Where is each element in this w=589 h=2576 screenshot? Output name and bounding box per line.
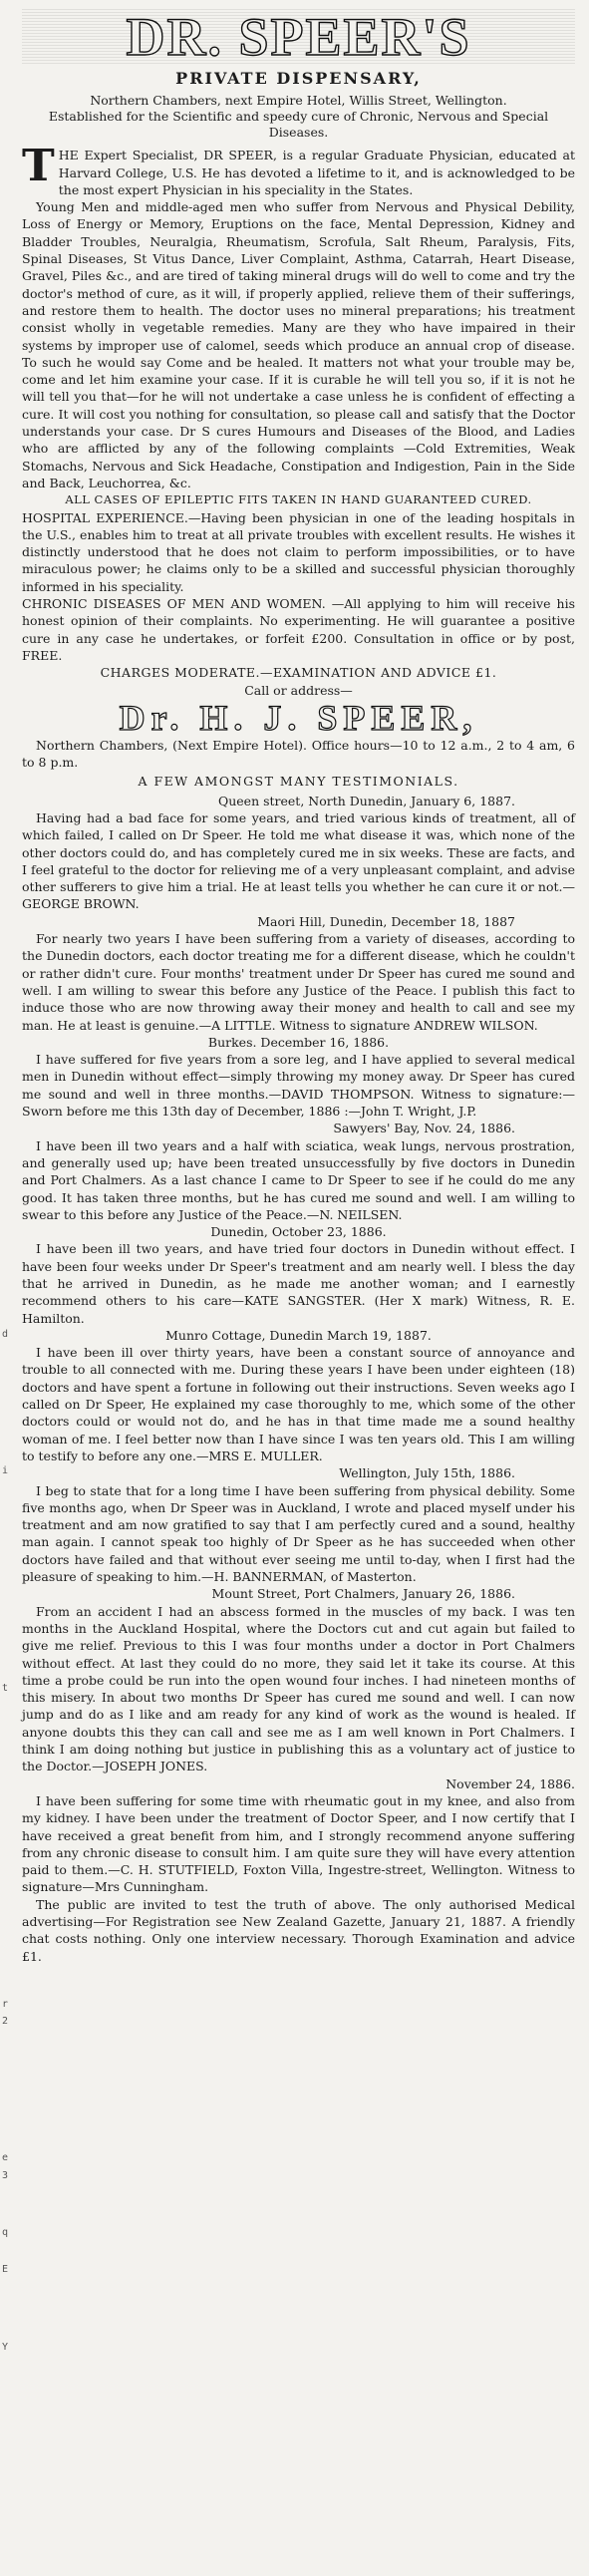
fits-guarantee: ALL CASES OF EPILEPTIC FITS TAKEN IN HAND GUARANTEED CURED. [65,492,532,507]
testimonial-text: For nearly two years I have been suffering from a variety of diseases, according to the Dunedin doctors, each doctor treating me for a different disease, which he couldn't or rather didn't cure. Four months' treatment under Dr Speer has cured me sound and well. I am willing to swear this before any Justice of the Peace. I publish this fact to induce those who are now throwing away their money and health to call and see my man. He at least is genuine.—A LITTLE. Witness to signature ANDREW WILSON. [22,931,575,1033]
testimonials-heading: A FEW AMONGST MANY TESTIMONIALS. [138,774,459,790]
testimonial-item [22,793,575,913]
testimonial-place: November 24, 1886. [445,1775,575,1791]
testimonial-text: From an accident I had an abscess formed in the muscles of my back. I was ten months in the Auckland Hospital, where the Doctors cut and cut again but failed to give me relief. Previous to this I was four months under a doctor in Port Chalmers without effect. At last they could do no more, they said let it take its course. At this time a probe could be run into the open wound four inches. I had nineteen months of this misery. In about two months Dr Speer has cured me sound and well. I can now jump and do as I like and am ready for any kind of work as the wound is healed. If anyone doubts this they can call and see me as I am well known in Port Chalmers. I think I am doing nothing but justice in publishing this as a voluntary act of justice to the Doctor.—JOSEPH JONES. [22,1603,575,1774]
testimonial-place: Burkes. December 16, 1886. [207,1034,390,1050]
closing-paragraph: The public are invited to test the truth of above. The only authorised Medical advertising—For Registration see New Zealand Gazette, January 21, 1887. A friendly chat costs nothing. Only one interview necessary. Thorough Examination and advice £1. [22,1896,575,1964]
edge-mark: d [2,1329,9,1340]
page-title: DR. SPEER'S [22,8,575,66]
intro-paragraph [22,141,575,198]
symptoms-paragraph: Young Men and middle-aged men who suffer from Nervous and Physical Debility, Loss of Energy or Memory, Eruptions on the face, Mental Depression, Kidney and Bladder Troubles, Neuralgia, Rheumatism, Scrofula, Salt Rheum, Paralysis, Fits, Spinal Diseases, St Vitus Dance, Liver Complaint, Asthma, Catarrah, Heart Disease, Gravel, Piles &c., and are tired of taking mineral drugs will do well to come and try the doctor's method of cure, as it will, if properly applied, relieve them of their sufferings, and restore them to health. The doctor uses no mineral preparations; his treatment consist wholly in vegetable remedies. Many are they who have impaired in their systems by improper use of calomel, seeds which produce an annual crop of disease. To such he would say Come and be healed. It matters not what your trouble may be, come and let him examine your case. If it is curable he will tell you so, if it is not he will tell you that—for he will not undertake a case unless he is confident of effecting a cure. It will cost you nothing for consultation, so please call and satisfy that the Doctor understands your case. Dr S cures Humours and Diseases of the Blood, and Ladies who are afflicted by any of the following complaints —Cold Extremities, Weak Stomachs, Nervous and Sick Headache, Constipation and Indigestion, Pain in the Side and Back, Leuchorrea, &c. [22,199,575,490]
testimonial-item [22,1223,575,1327]
edge-mark: 2 [2,2016,9,2028]
subtitle: PRIVATE DISPENSARY, [175,69,422,88]
address-block [22,93,575,141]
intro-text: HE Expert Specialist, DR SPEER, is a regular Graduate Physician, educated at Harvard College, U.S. He has devoted a lifetime to it, and is acknowledged to be the most expert Physician in his speciality in the States. [58,148,575,197]
testimonial-item [22,1120,575,1223]
testimonial-place: Munro Cottage, Dunedin March 19, 1887. [165,1327,432,1343]
testimonial-item [22,1034,575,1120]
testimonial-text: I have been ill over thirty years, have been a constant source of annoyance and trouble to all connected with me. During these years I have been under eighteen (18) doctors and have spent a fortune in following out their instructions. Seven weeks ago I called on Dr Speer, He explained my case thoroughly to me, which some of the other doctors could or would not do, and he has in that time made me a sound healthy woman of me. I feel better now than I have since I was ten years old. This I am willing to testify to before any one.—MRS E. MULLER. [22,1345,575,1463]
testimonial-item [22,1585,575,1774]
edge-mark: q [2,2227,9,2239]
edge-mark: E [2,2264,9,2276]
edge-mark: i [2,1465,9,1477]
established-line: Established for the Scientific and speedy cure of Chronic, Nervous and Special Diseases. [48,109,549,141]
testimonial-text: I have been suffering for some time with rheumatic gout in my knee, and also from my kidney. I have been under the treatment of Doctor Speer, and I now certify that I have received a great benefit from him, and I strongly recommend anyone suffering from any chronic disease to consult him. I am quite sure they will have every attention paid to them.—C. H. STUTFIELD, Foxton Villa, Ingestre-street, Wellington. Witness to signature—Mrs Cunningham. [22,1792,575,1895]
edge-mark: t [2,1682,9,1694]
edge-mark: e [2,2152,9,2164]
testimonial-item [22,913,575,1034]
testimonial-item [22,1775,575,1896]
testimonial-text: Having had a bad face for some years, and tried various kinds of treatment, all of which failed, I called on Dr Speer. He told me what disease it was, which none of the other doctors could do, and has completely cured me in six weeks. These are facts, and I feel grateful to the doctor for relieving me of a very unpleasant complaint, and advise other sufferers to give him a trial. He at least tells you whether he can cure it or not.—GEORGE BROWN. [22,809,575,912]
testimonial-place: Wellington, July 15th, 1886. [339,1465,515,1481]
testimonial-place: Sawyers' Bay, Nov. 24, 1886. [333,1121,515,1136]
call-line: Call or address— [244,682,353,698]
chronic-diseases: CHRONIC DISEASES OF MEN AND WOMEN. —All applying to him will receive his honest opinion of their complaints. No experimenting. He will guarantee a positive cure in any case he undertakes, or forfeit £200. Consultation in office or by post, FREE. [22,596,575,663]
testimonial-place: Queen street, North Dunedin, January 6, 1887. [217,793,515,808]
testimonial-text: I have suffered for five years from a sore leg, and I have applied to several medical men in Dunedin without effect—simply throwing my money away. Dr Speer has cured me sound and well in three months.—DAVID THOMPSON. Witness to signature:—Sworn before me this 13th day of December, 1886 :—John T. Wright, J.P. [22,1052,575,1120]
testimonial-item [22,1464,575,1585]
edge-mark: 3 [2,2169,9,2181]
hospital-experience: HOSPITAL EXPERIENCE.—Having been physician in one of the leading hospitals in the U.S., enables him to treat at all private troubles with excellent results. He wishes it distinctly understood that he does not claim to perform impossibilities, or to have miraculous power; he claims only to be a skilled and successful physician thoroughly informed in his speciality. [22,509,575,594]
office-hours: Northern Chambers, (Next Empire Hotel). Office hours—10 to 12 a.m., 2 to 4 am, 6 to 8 p.m. [22,737,575,771]
testimonial-place: Mount Street, Port Chalmers, January 26, 1886. [211,1586,515,1602]
left-margin-fragments [2,0,12,2356]
testimonial-item [22,1327,575,1464]
charges-line: CHARGES MODERATE.—EXAMINATION AND ADVICE £1. [100,665,497,681]
edge-mark: r [2,1998,9,2010]
edge-mark: Y [2,2341,9,2353]
testimonial-text: I have been ill two years and a half with sciatica, weak lungs, nervous prostration, and generally used up; have been treated unsuccessfully by five doctors in Dunedin and Port Chalmers. As a last chance I came to Dr Speer to see if he could do me any good. It has taken three months, but he has cured me sound and well. I am willing to swear to this before any Justice of the Peace.—N. NEILSEN. [22,1137,575,1222]
drop-cap: T [22,141,55,192]
testimonial-place: Maori Hill, Dunedin, December 18, 1887 [257,913,515,929]
testimonial-text: I have been ill two years, and have tried four doctors in Dunedin without effect. I have been four weeks under Dr Speer's treatment and am nearly well. I bless the day that he arrived in Dunedin, as he made me another woman; and I earnestly recommend others to his care—KATE SANGSTER. (Her X mark) Witness, R. E. Hamilton. [22,1241,575,1326]
testimonial-place: Dunedin, October 23, 1886. [210,1224,387,1240]
address-line: Northern Chambers, next Empire Hotel, Willis Street, Wellington. [90,93,507,109]
doctor-name: Dr. H. J. SPEER, [119,697,478,738]
testimonial-text: I beg to state that for a long time I have been suffering from physical debility. Some five months ago, when Dr Speer was in Auckland, I wrote and placed myself under his treatment and am now gratified to say that I am perfectly cured and a sound, healthy man again. I cannot speak too highly of Dr Speer as he has succeeded when other doctors have failed and that without ever seeing me until to-day, when I first had the pleasure of speaking to him.—H. BANNERMAN, of Masterton. [22,1482,575,1585]
